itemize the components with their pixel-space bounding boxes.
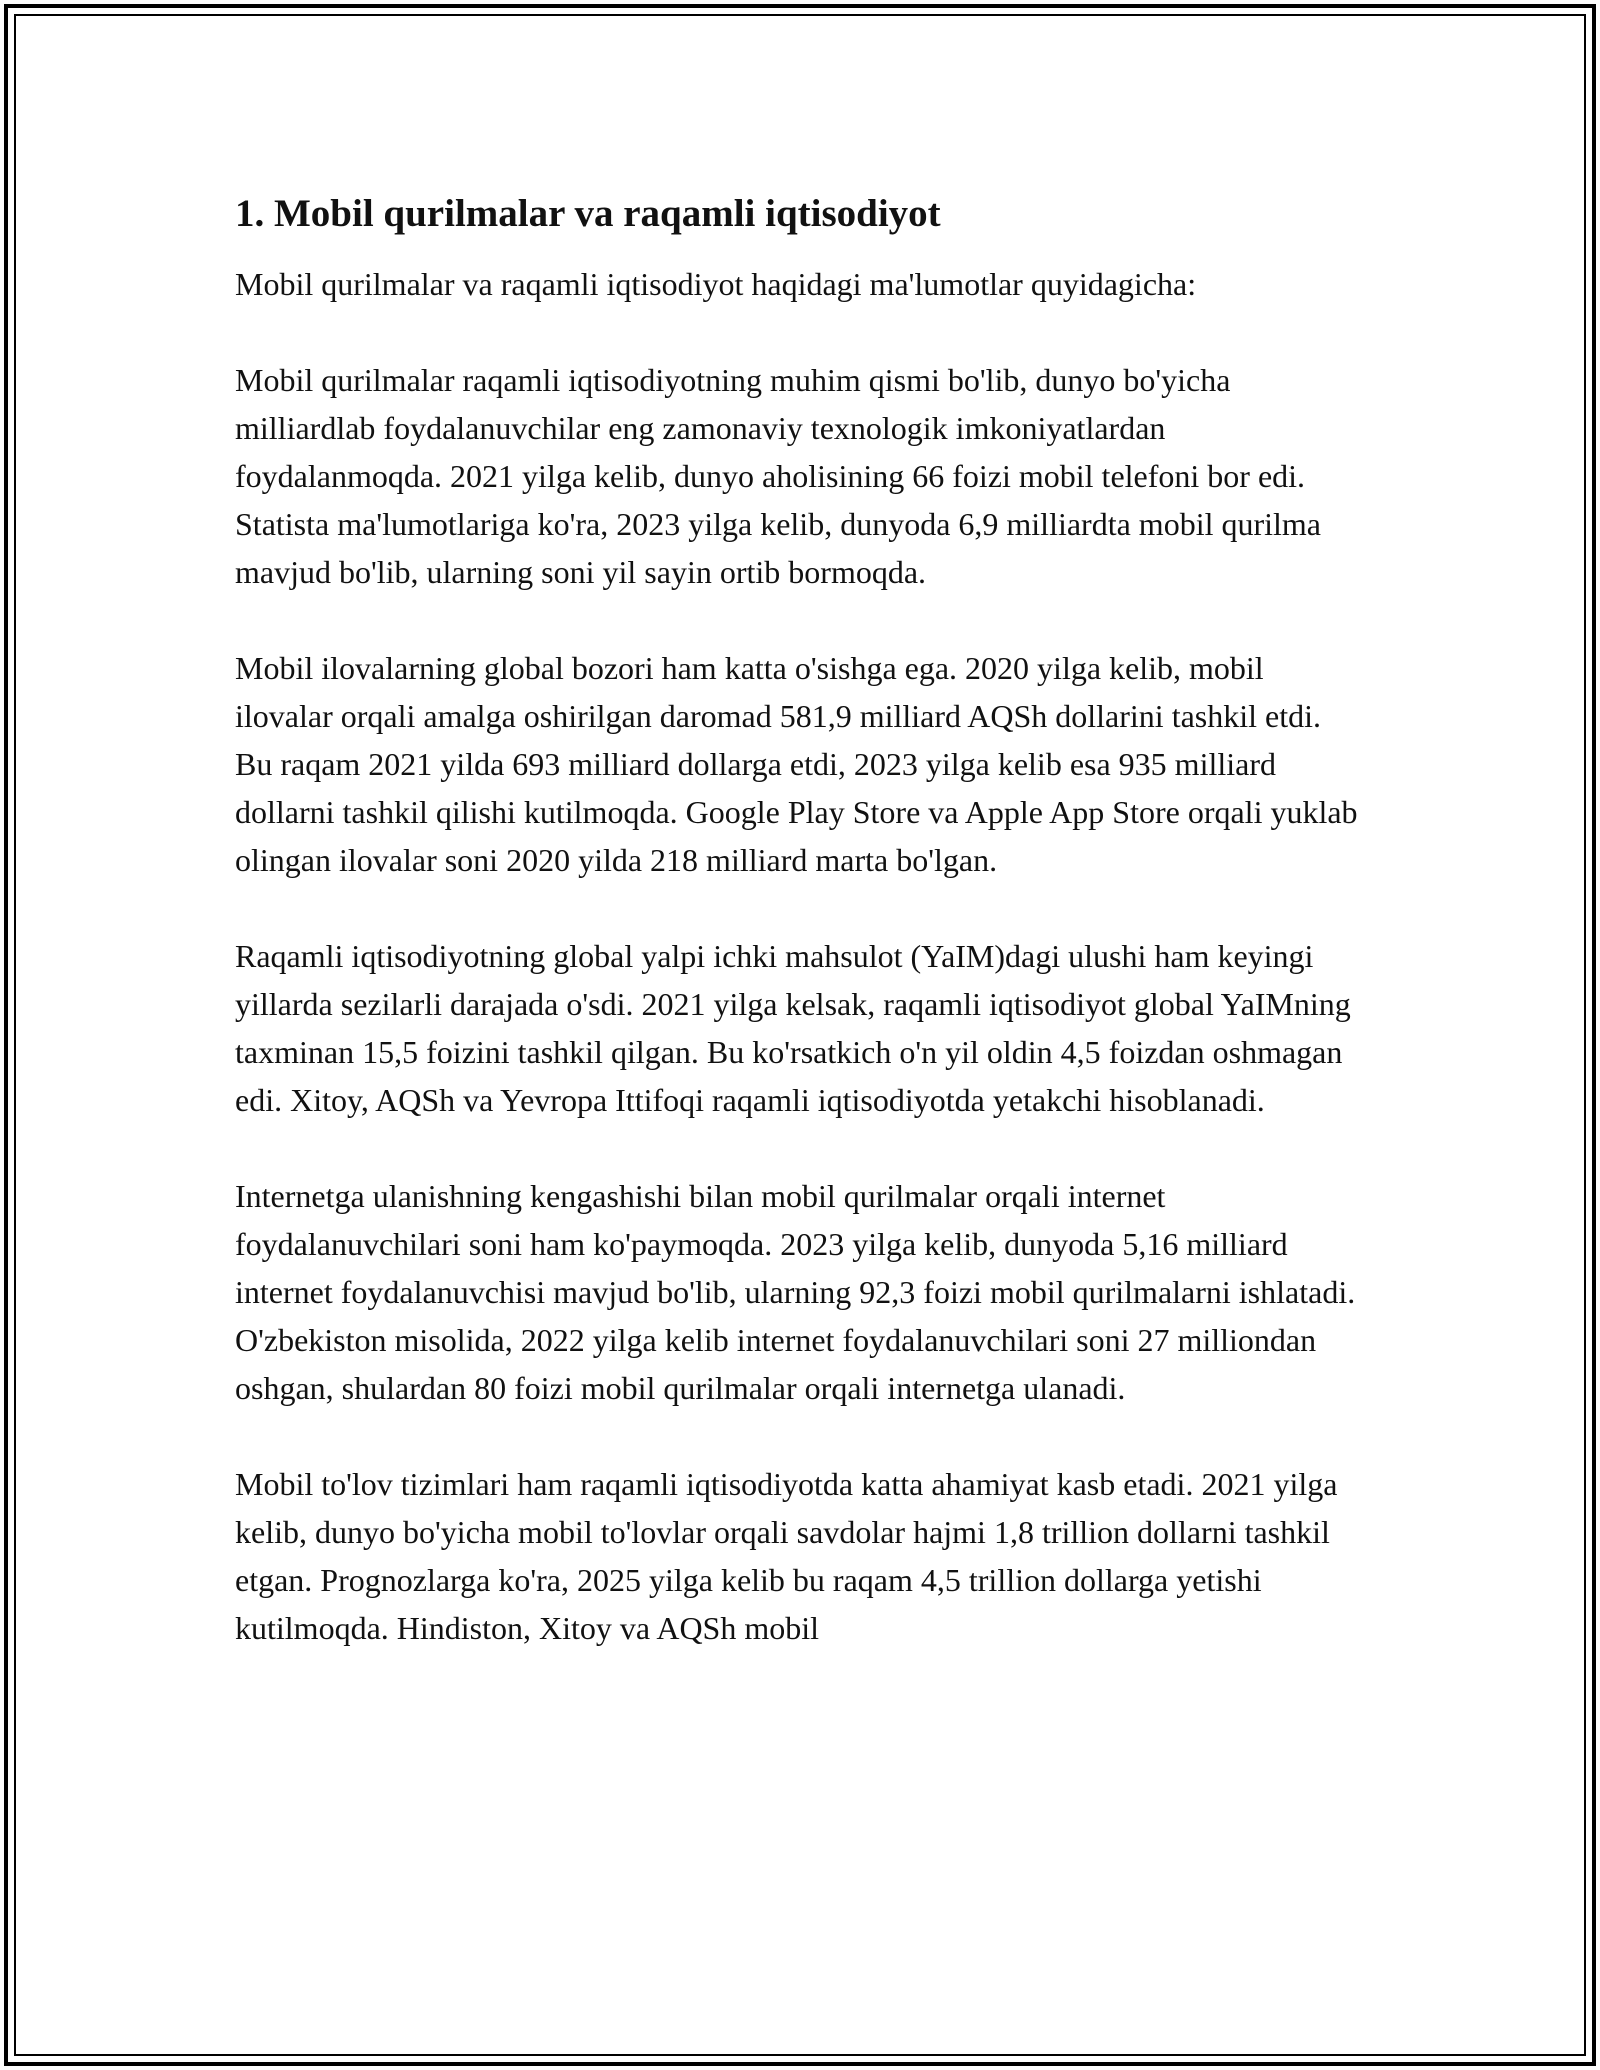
document-body — [235, 190, 1365, 1700]
paragraph-mobile-payments: Mobil to'lov tizimlari ham raqamli iqtisodiyotda katta ahamiyat kasb etadi. 2021 yilga kelib, dunyo bo'yicha mobil to'lovlar orqali savdolar hajmi 1,8 trillion dollarni tashkil etgan. Prognozlarga ko'ra, 2025 yilga kelib bu raqam 4,5 trillion dollarga yetishi kutilmoqda. Hindiston, Xitoy va AQSh mobil — [235, 1466, 1338, 1646]
paragraph-digital-gdp: Raqamli iqtisodiyotning global yalpi ichki mahsulot (YaIM)dagi ulushi ham keyingi yillarda sezilarli darajada o'sdi. 2021 yilga kelsak, raqamli iqtisodiyot global YaIMning taxminan 15,5 foizini tashkil qilgan. Bu ko'rsatkich o'n yil oldin 4,5 foizdan oshmagan edi. Xitoy, AQSh va Yevropa Ittifoqi raqamli iqtisodiyotda yetakchi hisoblanadi. — [235, 938, 1351, 1118]
intro-paragraph: Mobil qurilmalar va raqamli iqtisodiyot haqidagi ma'lumotlar quyidagicha: — [235, 266, 1197, 302]
paragraph-internet-users: Internetga ulanishning kengashishi bilan mobil qurilmalar orqali internet foydalanuvchilari soni ham ko'paymoqda. 2023 yilga kelib, dunyoda 5,16 milliard internet foydalanuvchisi mavjud bo'lib, ularning 92,3 foizi mobil qurilmalarni ishlatadi. O'zbekiston misolida, 2022 yilga kelib internet foydalanuvchilari soni 27 milliondan oshgan, shulardan 80 foizi mobil qurilmalar orqali internetga ulanadi. — [235, 1178, 1356, 1406]
paragraph-mobile-apps: Mobil ilovalarning global bozori ham katta o'sishga ega. 2020 yilga kelib, mobil ilovalar orqali amalga oshirilgan daromad 581,9 milliard AQSh dollarini tashkil etdi. Bu raqam 2021 yilda 693 milliard dollarga etdi, 2023 yilga kelib esa 935 milliard dollarni tashkil qilishi kutilmoqda. Google Play Store va Apple App Store orqali yuklab olingan ilovalar soni 2020 yilda 218 milliard marta bo'lgan. — [235, 650, 1358, 878]
paragraph-mobile-devices: Mobil qurilmalar raqamli iqtisodiyotning muhim qismi bo'lib, dunyo bo'yicha milliardlab foydalanuvchilar eng zamonaviy texnologik imkoniyatlardan foydalanmoqda. 2021 yilga kelib, dunyo aholisining 66 foizi mobil telefoni bor edi. Statista ma'lumotlariga ko'ra, 2023 yilga kelib, dunyoda 6,9 milliardta mobil qurilma mavjud bo'lib, ularning soni yil sayin ortib bormoqda. — [235, 362, 1321, 590]
document-title: 1. Mobil qurilmalar va raqamli iqtisodiyot — [235, 192, 941, 235]
